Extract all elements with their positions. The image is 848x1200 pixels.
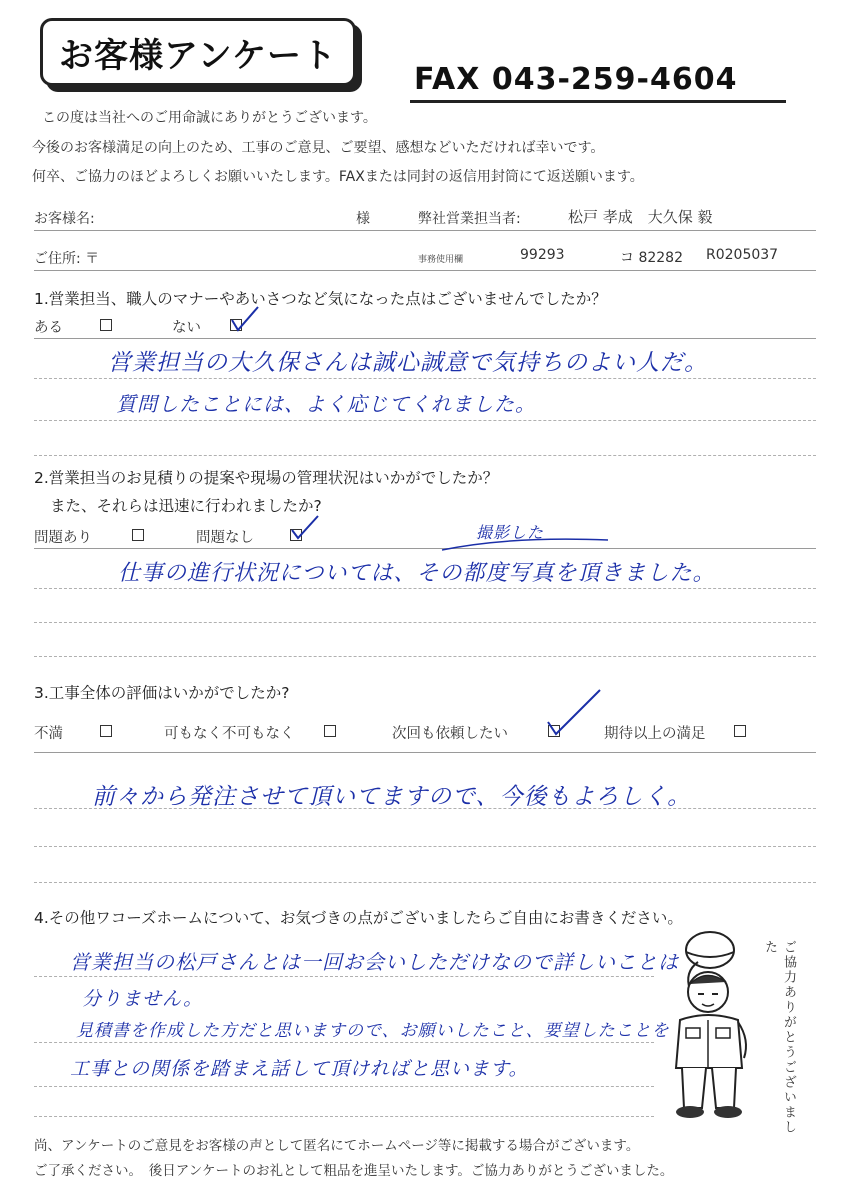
q3-checkbox-kamonaku[interactable] bbox=[324, 725, 336, 737]
intro-line-1: この度は当社へのご用命誠にありがとうございます。 bbox=[42, 110, 377, 126]
q1-checkmark bbox=[228, 304, 262, 334]
q3-answer-top-line bbox=[34, 752, 816, 753]
q4-handwritten-answer-1: 営業担当の松戸さんとは一回お会いしただけなので詳しいことは bbox=[70, 950, 679, 974]
q2-option-mondai-ari: 問題あり bbox=[34, 530, 92, 546]
q1-dotted-line-1 bbox=[34, 378, 816, 379]
q1-handwritten-answer-1: 営業担当の大久保さんは誠心誠意で気持ちのよい人だ。 bbox=[108, 350, 708, 376]
q4-handwritten-answer-4: 工事との関係を踏まえ話して頂ければと思います。 bbox=[70, 1058, 529, 1080]
q3-dotted-line-1 bbox=[34, 808, 816, 809]
q2-question-2: また、それらは迅速に行われましたか? bbox=[50, 497, 322, 515]
q2-handwritten-answer-1: 仕事の進行状況については、その都度写真を頂きました。 bbox=[118, 561, 716, 586]
q2-dotted-line-3 bbox=[34, 656, 816, 657]
q4-dotted-line-3 bbox=[34, 1086, 654, 1087]
customer-name-label: お客様名: bbox=[34, 211, 95, 227]
office-use-label: 事務使用欄 bbox=[418, 255, 464, 265]
intro-line-2: 今後のお客様満足の向上のため、工事のご意見、ご要望、感想などいただければ幸いです。 bbox=[32, 140, 605, 156]
q1-handwritten-answer-2: 質問したことには、よく応じてくれました。 bbox=[116, 392, 536, 416]
q3-checkbox-fuman[interactable] bbox=[100, 725, 112, 737]
q2-handwritten-note: 撮影した bbox=[476, 523, 545, 542]
q3-dotted-line-2 bbox=[34, 846, 816, 847]
q4-question: 4.その他ワコーズホームについて、お気づきの点がございましたらご自由にお書きください。 bbox=[34, 909, 683, 927]
q2-checkbox-mondai-ari[interactable] bbox=[132, 529, 144, 541]
fax-number: FAX 043-259-4604 bbox=[414, 62, 738, 97]
q1-option-aru: ある bbox=[34, 320, 63, 336]
q3-option-kitai: 期待以上の満足 bbox=[604, 726, 706, 742]
q1-dotted-line-3 bbox=[34, 455, 816, 456]
q2-question-1: 2.営業担当のお見積りの提案や現場の管理状況はいかがでしたか？ bbox=[34, 469, 499, 487]
q2-checkmark bbox=[288, 512, 322, 542]
honorific: 様 bbox=[356, 211, 370, 227]
worker-illustration bbox=[650, 928, 760, 1124]
office-code-2: コ 82282 bbox=[620, 250, 683, 266]
staff-label: 弊社営業担当者: bbox=[418, 211, 521, 227]
q2-option-mondai-nashi: 問題なし bbox=[196, 530, 254, 546]
address-line bbox=[34, 270, 816, 271]
q1-option-nai: ない bbox=[172, 320, 201, 336]
q3-checkbox-kitai[interactable] bbox=[734, 725, 746, 737]
office-code-1: 99293 bbox=[520, 247, 565, 263]
q4-dotted-line-4 bbox=[34, 1116, 654, 1117]
q3-handwritten-answer-1: 前々から発注させて頂いてますので、今後もよろしく。 bbox=[92, 784, 692, 810]
q2-dotted-line-1 bbox=[34, 588, 816, 589]
q2-answer-top-line bbox=[34, 548, 816, 549]
q4-dotted-line-2 bbox=[34, 1042, 654, 1043]
name-line bbox=[34, 230, 816, 231]
address-label: ご住所: 〒 bbox=[34, 251, 100, 267]
q3-option-fuman: 不満 bbox=[34, 726, 63, 742]
q3-dotted-line-3 bbox=[34, 882, 816, 883]
q4-handwritten-answer-2: 分りません。 bbox=[82, 988, 204, 1010]
page-title: お客様アンケート bbox=[59, 35, 337, 76]
q4-handwritten-answer-3: 見積書を作成した方だと思いますので、お願いしたこと、要望したことを bbox=[76, 1021, 670, 1041]
q4-dotted-line-1 bbox=[34, 976, 654, 977]
fax-underline bbox=[410, 100, 786, 103]
q3-question: 3.工事全体の評価はいかがでしたか? bbox=[34, 684, 290, 702]
staff-names: 松戸 孝成 大久保 毅 bbox=[568, 208, 713, 226]
q3-option-jikai: 次回も依頼したい bbox=[392, 726, 508, 742]
q1-checkbox-aru[interactable] bbox=[100, 319, 112, 331]
q3-option-kamonaku: 可もなく不可もなく bbox=[164, 726, 295, 742]
q1-question: 1.営業担当、職人のマナーやあいさつなど気になった点はございませんでしたか？ bbox=[34, 290, 607, 308]
footer-line-2: ご了承ください。 後日アンケートのお礼として粗品を進呈いたします。ご協力ありがとうございました。 bbox=[34, 1163, 674, 1179]
title-box bbox=[40, 18, 356, 86]
q3-checkmark bbox=[544, 688, 604, 738]
q4-thanks-vertical: ご協力ありがとうございました bbox=[762, 940, 796, 1135]
q2-dotted-line-2 bbox=[34, 622, 816, 623]
q1-dotted-line-2 bbox=[34, 420, 816, 421]
footer-line-1: 尚、アンケートのご意見をお客様の声として匿名にてホームページ等に掲載する場合がございます。 bbox=[34, 1138, 640, 1154]
q2-insert-mark bbox=[440, 534, 610, 554]
office-code-3: R0205037 bbox=[706, 247, 779, 263]
q1-answer-top-line bbox=[34, 338, 816, 339]
intro-line-3: 何卒、ご協力のほどよろしくお願いいたします。FAXまたは同封の返信用封筒にて返送願います。 bbox=[32, 169, 644, 185]
